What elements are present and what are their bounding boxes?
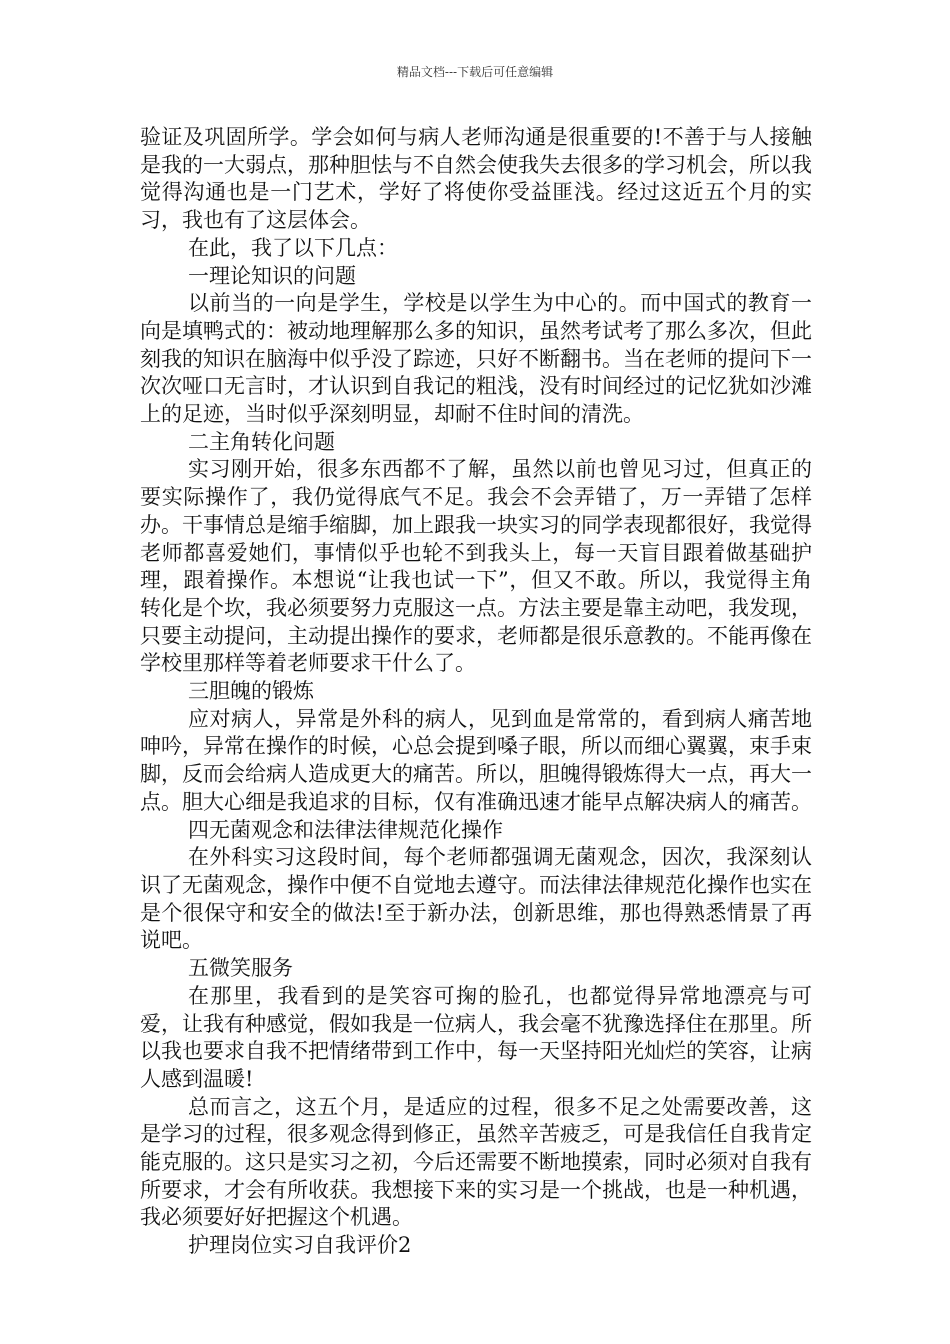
next-article-title: 护理岗位实习自我评价2: [188, 1233, 412, 1258]
section-heading-smile: 五微笑服务: [188, 956, 293, 981]
paragraph-summary: 总而言之，这五个月，是适应的过程，很多不足之处需要改善，这是学习的过程，很多观念得到修正，虽然辛苦疲乏，可是我信任自我肯定能克服的。这只是实习之初，今后还需要不断地摸索，同时必须对自我有所要求，才会有所收获。我想接下来的实习是一个挑战，也是一种机遇，我必须要好好把握这个机遇。: [140, 1094, 812, 1230]
paragraph-intro: 在此，我了以下几点：: [188, 235, 398, 260]
page-header: 精品文档---下载后可任意编辑: [396, 65, 554, 79]
paragraph-smile: 在那里，我看到的是笑容可掬的脸孔，也都觉得异常地漂亮与可爱，让我有种感觉，假如我是一位病人，我会毫不犹豫选择住在那里。所以我也要求自我不把情绪带到工作中，每一天坚持阳光灿烂的笑容，让病人感到温暖!: [140, 983, 812, 1091]
paragraph-theory: 以前当的一向是学生，学校是以学生为中心的。而中国式的教育一向是填鸭式的：被动地理解那么多的知识，虽然考试考了那么多次，但此刻我的知识在脑海中似乎没了踪迹，只好不断翻书。当在老师的提问下一次次哑口无言时，才认识到自我记的粗浅，没有时间经过的记忆犹如沙滩上的足迹，当时似乎深刻明显，却耐不住时间的清洗。: [140, 291, 812, 427]
paragraph-continuation: 验证及巩固所学。学会如何与病人老师沟通是很重要的!不善于与人接触是我的一大弱点，那种胆怯与不自然会使我失去很多的学习机会，所以我觉得沟通也是一门艺术，学好了将使你受益匪浅。经过这近五个月的实习，我也有了这层体会。: [140, 125, 812, 233]
section-heading-theory: 一理论知识的问题: [188, 263, 356, 288]
paragraph-role: 实习刚开始，很多东西都不了解，虽然以前也曾见习过，但真正的要实际操作了，我仍觉得底气不足。我会不会弄错了，万一弄错了怎样办。干事情总是缩手缩脚，加上跟我一块实习的同学表现都很好，我觉得老师都喜爱她们，事情似乎也轮不到我头上，每一天盲目跟着做基础护理，跟着操作。本想说“让我也试一下”，但又不敢。所以，我觉得主角转化是个坎，我必须要努力克服这一点。方法主要是靠主动吧，我发现，只要主动提问，主动提出操作的要求，老师都是很乐意教的。不能再像在学校里那样等着老师要求干什么了。: [140, 457, 812, 676]
paragraph-aseptic: 在外科实习这段时间，每个老师都强调无菌观念，因次，我深刻认识了无菌观念，操作中便不自觉地去遵守。而法律法律规范化操作也实在是个很保守和安全的做法!至于新办法，创新思维，那也得熟悉情景了再说吧。: [140, 845, 812, 953]
section-heading-courage: 三胆魄的锻炼: [188, 679, 314, 704]
section-heading-role: 二主角转化问题: [188, 429, 335, 454]
section-heading-aseptic: 四无菌观念和法律法律规范化操作: [188, 817, 503, 842]
document-body: [140, 124, 812, 1260]
paragraph-courage: 应对病人，异常是外科的病人，见到血是常常的，看到病人痛苦地呻吟，异常在操作的时候，心总会提到嗓子眼，所以而细心翼翼，束手束脚，反而会给病人造成更大的痛苦。所以，胆魄得锻炼得大一点，再大一点。胆大心细是我追求的目标，仅有准确迅速才能早点解决病人的痛苦。: [140, 706, 812, 814]
